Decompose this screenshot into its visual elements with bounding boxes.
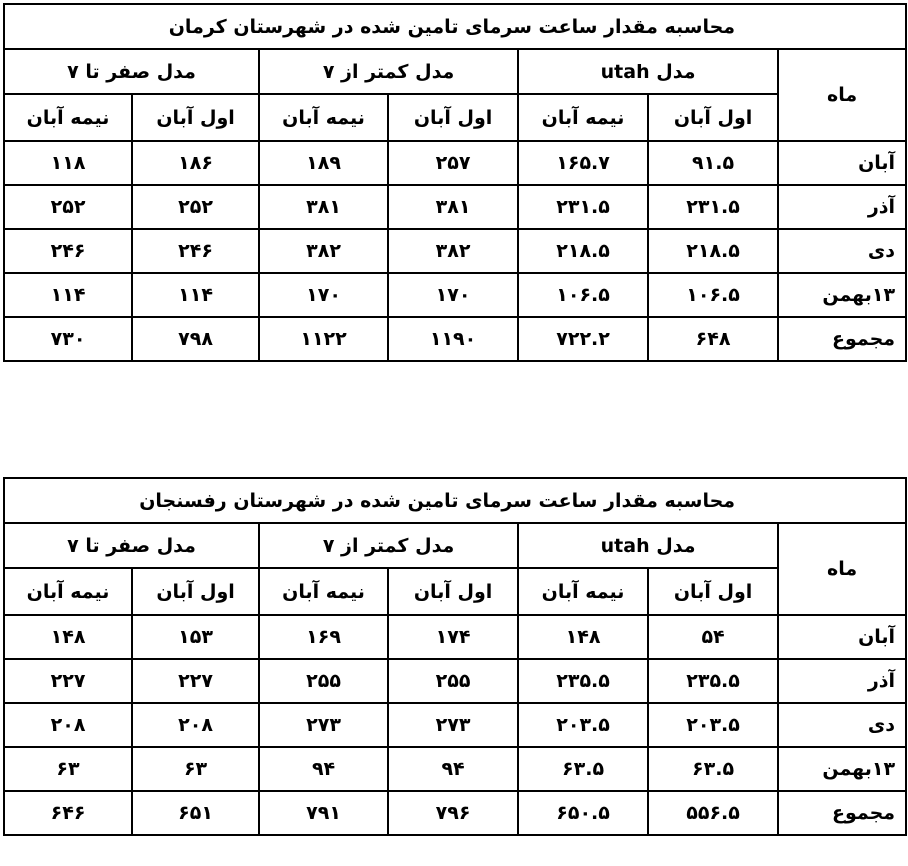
group-header-below-7: مدل کمتر از ۷ xyxy=(259,49,518,94)
value-cell: ۷۳۰ xyxy=(4,317,132,361)
value-cell: ۲۳۱.۵ xyxy=(648,185,778,229)
value-cell: ۲۱۸.۵ xyxy=(518,229,648,273)
value-cell: ۱۷۰ xyxy=(259,273,388,317)
value-cell: ۲۷۳ xyxy=(259,703,388,747)
value-cell: ۲۰۸ xyxy=(4,703,132,747)
value-cell: ۱۱۴ xyxy=(4,273,132,317)
value-cell: ۲۳۵.۵ xyxy=(518,659,648,703)
value-cell: ۱۸۶ xyxy=(132,141,259,185)
month-cell: دی xyxy=(778,703,906,747)
value-cell: ۶۵۱ xyxy=(132,791,259,835)
value-cell: ۵۴ xyxy=(648,615,778,659)
value-cell: ۶۴۶ xyxy=(4,791,132,835)
sub-header: نیمه آبان xyxy=(259,568,388,615)
month-cell: ۱۳بهمن xyxy=(778,273,906,317)
group-header-zero-to-7: مدل صفر تا ۷ xyxy=(4,523,259,568)
month-column-header: ماه xyxy=(778,49,906,141)
sub-header: اول آبان xyxy=(132,568,259,615)
month-cell: آبان xyxy=(778,615,906,659)
value-cell: ۲۳۱.۵ xyxy=(518,185,648,229)
month-cell: مجموع xyxy=(778,791,906,835)
value-cell: ۱۱۸ xyxy=(4,141,132,185)
value-cell: ۷۹۱ xyxy=(259,791,388,835)
value-cell: ۱۷۰ xyxy=(388,273,518,317)
sub-header: نیمه آبان xyxy=(259,94,388,141)
table-row xyxy=(4,615,906,659)
value-cell: ۷۹۸ xyxy=(132,317,259,361)
value-cell: ۲۲۷ xyxy=(132,659,259,703)
value-cell: ۱۱۲۲ xyxy=(259,317,388,361)
month-cell: آبان xyxy=(778,141,906,185)
value-cell: ۱۰۶.۵ xyxy=(518,273,648,317)
value-cell: ۱۶۵.۷ xyxy=(518,141,648,185)
table-row xyxy=(4,273,906,317)
table-row-total xyxy=(4,317,906,361)
table-title: محاسبه مقدار ساعت سرمای تامین شده در شهرستان کرمان xyxy=(4,4,906,49)
value-cell: ۹۴ xyxy=(388,747,518,791)
month-cell: ۱۳بهمن xyxy=(778,747,906,791)
value-cell: ۲۰۳.۵ xyxy=(518,703,648,747)
value-cell: ۲۰۸ xyxy=(132,703,259,747)
sub-header: اول آبان xyxy=(648,568,778,615)
value-cell: ۷۹۶ xyxy=(388,791,518,835)
value-cell: ۱۴۸ xyxy=(4,615,132,659)
table-row xyxy=(4,185,906,229)
value-cell: ۲۵۲ xyxy=(4,185,132,229)
month-column-header: ماه xyxy=(778,523,906,615)
value-cell: ۱۱۹۰ xyxy=(388,317,518,361)
value-cell: ۲۵۵ xyxy=(259,659,388,703)
table-row xyxy=(4,229,906,273)
value-cell: ۲۳۵.۵ xyxy=(648,659,778,703)
group-header-zero-to-7: مدل صفر تا ۷ xyxy=(4,49,259,94)
sub-header: اول آبان xyxy=(388,568,518,615)
value-cell: ۲۱۸.۵ xyxy=(648,229,778,273)
value-cell: ۱۸۹ xyxy=(259,141,388,185)
month-cell: مجموع xyxy=(778,317,906,361)
chill-hours-table-rafsanjan xyxy=(3,477,907,836)
value-cell: ۵۵۶.۵ xyxy=(648,791,778,835)
value-cell: ۲۲۷ xyxy=(4,659,132,703)
value-cell: ۲۴۶ xyxy=(132,229,259,273)
value-cell: ۱۱۴ xyxy=(132,273,259,317)
value-cell: ۹۴ xyxy=(259,747,388,791)
value-cell: ۳۸۲ xyxy=(259,229,388,273)
value-cell: ۲۵۷ xyxy=(388,141,518,185)
value-cell: ۶۳ xyxy=(4,747,132,791)
month-cell: آذر xyxy=(778,185,906,229)
value-cell: ۶۳ xyxy=(132,747,259,791)
value-cell: ۲۵۵ xyxy=(388,659,518,703)
sub-header: اول آبان xyxy=(132,94,259,141)
value-cell: ۲۷۳ xyxy=(388,703,518,747)
table-row xyxy=(4,141,906,185)
table-row xyxy=(4,747,906,791)
value-cell: ۶۵۰.۵ xyxy=(518,791,648,835)
value-cell: ۳۸۱ xyxy=(388,185,518,229)
sub-header: نیمه آبان xyxy=(518,568,648,615)
value-cell: ۱۶۹ xyxy=(259,615,388,659)
value-cell: ۲۴۶ xyxy=(4,229,132,273)
month-cell: آذر xyxy=(778,659,906,703)
value-cell: ۶۳.۵ xyxy=(518,747,648,791)
table-row xyxy=(4,659,906,703)
chill-hours-table-kerman xyxy=(3,3,907,362)
group-header-utah: مدل utah xyxy=(518,523,778,568)
value-cell: ۹۱.۵ xyxy=(648,141,778,185)
value-cell: ۲۰۳.۵ xyxy=(648,703,778,747)
value-cell: ۳۸۲ xyxy=(388,229,518,273)
value-cell: ۱۴۸ xyxy=(518,615,648,659)
table-row-total xyxy=(4,791,906,835)
value-cell: ۷۲۲.۲ xyxy=(518,317,648,361)
value-cell: ۱۵۳ xyxy=(132,615,259,659)
table-title: محاسبه مقدار ساعت سرمای تامین شده در شهرستان رفسنجان xyxy=(4,478,906,523)
value-cell: ۶۳.۵ xyxy=(648,747,778,791)
sub-header: نیمه آبان xyxy=(518,94,648,141)
month-cell: دی xyxy=(778,229,906,273)
sub-header: نیمه آبان xyxy=(4,94,132,141)
value-cell: ۶۴۸ xyxy=(648,317,778,361)
sub-header: اول آبان xyxy=(648,94,778,141)
value-cell: ۳۸۱ xyxy=(259,185,388,229)
sub-header: اول آبان xyxy=(388,94,518,141)
value-cell: ۱۰۶.۵ xyxy=(648,273,778,317)
table-row xyxy=(4,703,906,747)
value-cell: ۱۷۴ xyxy=(388,615,518,659)
group-header-below-7: مدل کمتر از ۷ xyxy=(259,523,518,568)
group-header-utah: مدل utah xyxy=(518,49,778,94)
value-cell: ۲۵۲ xyxy=(132,185,259,229)
sub-header: نیمه آبان xyxy=(4,568,132,615)
